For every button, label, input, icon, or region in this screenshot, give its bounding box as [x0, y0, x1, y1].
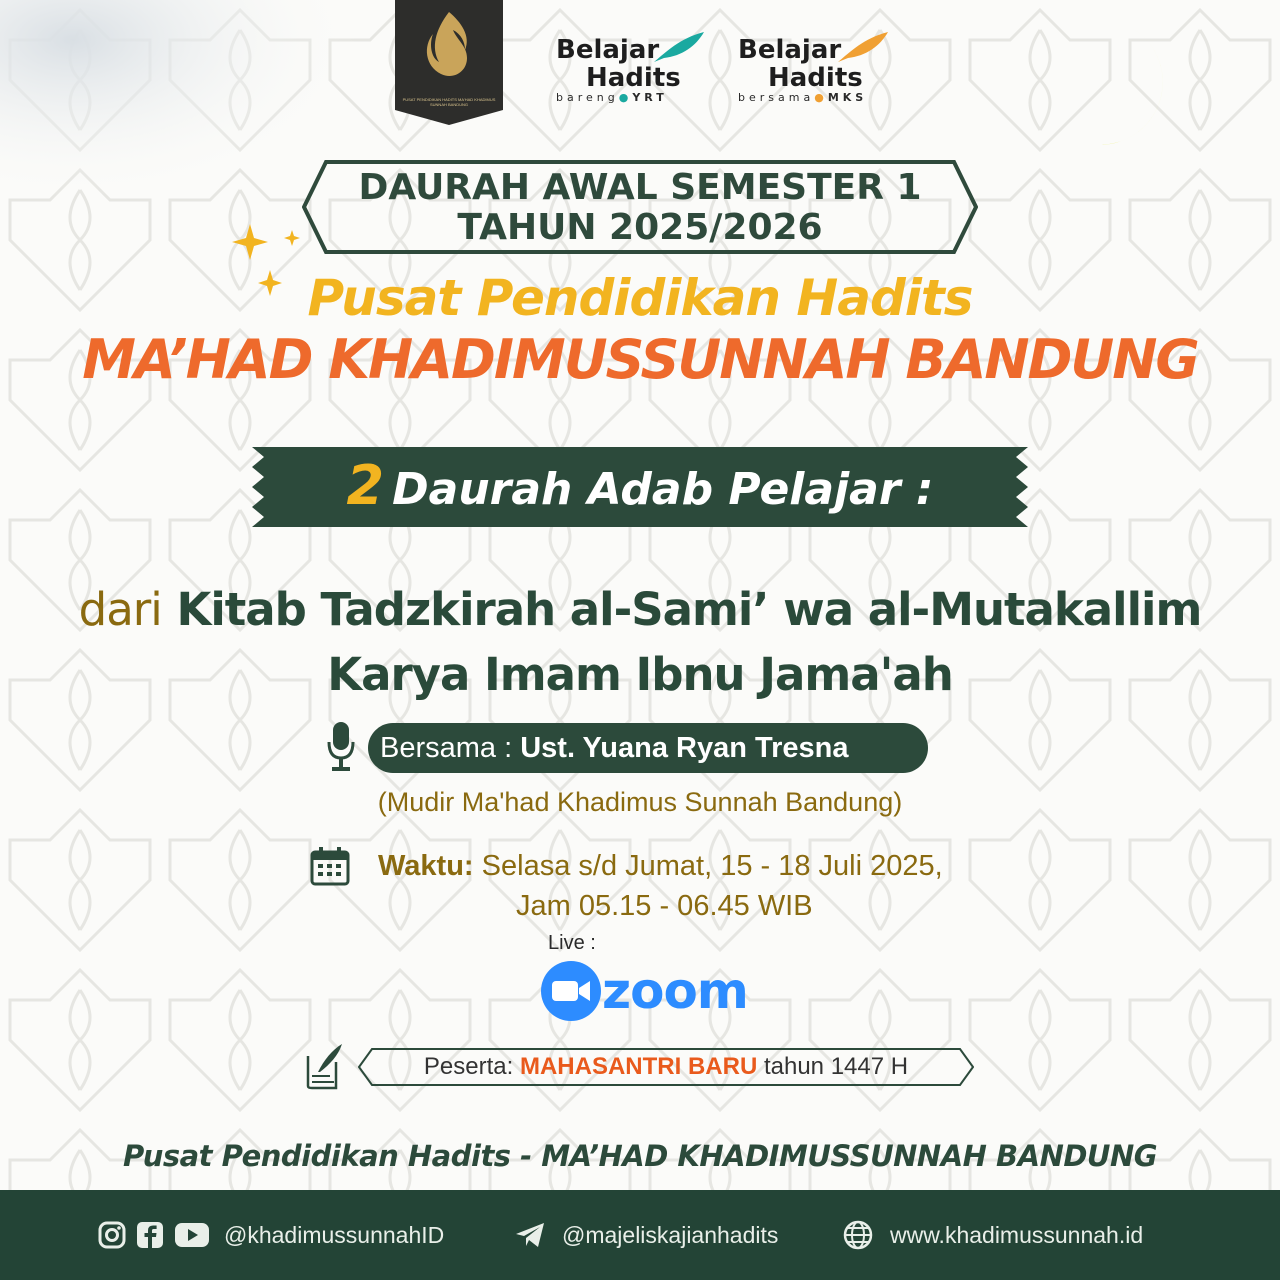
speaker-role: (Mudir Ma'had Khadimus Sunnah Bandung)	[377, 787, 903, 817]
telegram-icon[interactable]	[514, 1221, 546, 1249]
belajar-hadits-mks-logo: Belajar Hadits bersama●MKS	[738, 35, 868, 104]
logo-caption: PUSAT PENDIDIKAN HADITS MA'HAD KHADIMUS SUNNAH BANDUNG	[402, 97, 496, 107]
website-group[interactable]	[842, 1212, 1143, 1258]
semester-heading: DAURAH AWAL SEMESTER 1 TAHUN 2025/2026	[358, 167, 922, 248]
telegram-group[interactable]	[514, 1212, 778, 1258]
calendar-icon	[310, 846, 350, 886]
website-link[interactable]: www.khadimussunnah.id	[890, 1221, 1144, 1248]
daurah-number: 2	[346, 454, 385, 517]
zoom-logo-text: zoom	[602, 962, 748, 1020]
feather-icon	[652, 30, 706, 64]
title-line-1: Pusat Pendidikan Hadits	[307, 269, 973, 327]
social-handle[interactable]: @khadimussunnahID	[224, 1221, 445, 1248]
instagram-icon[interactable]	[98, 1221, 126, 1249]
youtube-icon[interactable]	[174, 1222, 210, 1248]
zoom-camera-icon	[540, 960, 602, 1022]
feather-icon	[836, 30, 890, 64]
kitab-author: Karya Imam Ibnu Jama'ah	[327, 648, 953, 701]
social-handle-group[interactable]	[98, 1212, 444, 1258]
kitab-title: dari Kitab Tadzkirah al-Sami’ wa al-Mutakallim	[78, 583, 1202, 636]
peserta-info: Peserta: MAHASANTRI BARU tahun 1447 H	[423, 1053, 909, 1080]
facebook-icon[interactable]	[136, 1221, 164, 1249]
telegram-handle[interactable]: @majeliskajianhadits	[562, 1221, 779, 1248]
live-label: Live :	[548, 932, 596, 954]
speaker-pill: Bersama : Ust. Yuana Ryan Tresna	[368, 723, 928, 773]
schedule-days: Waktu: Selasa s/d Jumat, 15 - 18 Juli 2025,	[378, 850, 943, 882]
microphone-icon	[326, 720, 356, 774]
globe-icon[interactable]	[842, 1219, 874, 1251]
schedule-time: Jam 05.15 - 06.45 WIB	[516, 890, 813, 922]
crescent-moon-icon	[1062, 26, 1174, 152]
daurah-title: 2 Daurah Adab Pelajar :	[346, 454, 934, 517]
logo-emblem	[395, 0, 503, 100]
quill-paper-icon	[304, 1042, 344, 1090]
belajar-hadits-yrt-logo: Belajar Hadits bareng●YRT	[556, 35, 681, 104]
title-line-2: MA’HAD KHADIMUSSUNNAH BANDUNG	[82, 328, 1198, 391]
footer-title: Pusat Pendidikan Hadits - MA’HAD KHADIMUSSUNNAH BANDUNG	[122, 1139, 1158, 1173]
